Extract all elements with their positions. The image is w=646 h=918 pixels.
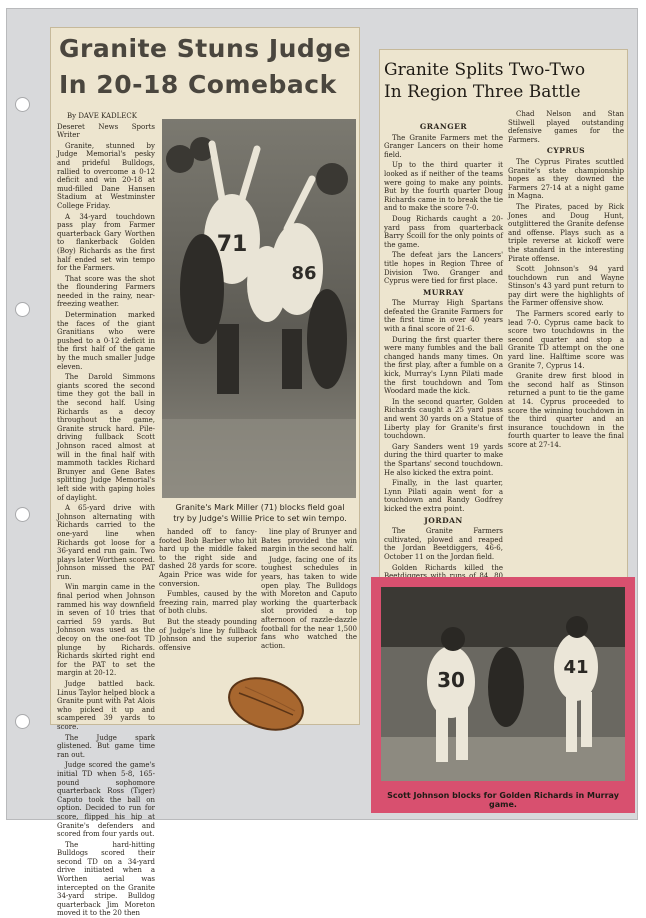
photo-caption — [162, 502, 358, 524]
paragraph: Fumbles, caused by the freezing rain, marred play of both clubs. — [159, 590, 257, 616]
article-column-1 — [57, 112, 156, 918]
article-column-2-body — [508, 110, 624, 450]
article-clipping-granite-splits — [379, 49, 628, 579]
scrapbook-page — [6, 8, 638, 918]
paragraph: The Pirates, paced by Rick Jones and Doug Hunt, outglittered the Granite defense and offense. Plays such as a triple reverse at kickoff were the standard in the interesting Pirate offense. — [508, 202, 624, 263]
photo-caption-line-2: try by Judge's Willie Price to set win tempo. — [173, 514, 347, 523]
svg-text:41: 41 — [563, 657, 589, 678]
section-heading: CYPRUS — [546, 146, 586, 156]
article-column-1-body — [57, 142, 155, 918]
paragraph: Up to the third quarter it looked as if neither of the teams were going to make any points. But by the fourth quarter Doug Richards came in to break the tie and to make the score 7-0. — [384, 161, 503, 213]
paragraph: line play of Brunyer and Bates provided the win margin in the second half. — [261, 528, 357, 554]
binder-hole — [15, 507, 30, 522]
headline-line-1: Granite Stuns Judge — [59, 34, 352, 63]
paragraph: A 34-yard touchdown pass play from Farmer quarterback Gary Worthen to flankerback Golden (Boy) Richards as the first half ended set win tempo for the Farmers. — [57, 212, 155, 273]
paragraph: Judge scored the game's initial TD when 5-8, 165-pound sophomore quarterback Ross (Tiger) Caputo took the ball on option. Decided to run for score, flipped his hip at Granite's defenders and scored from four yards out. — [57, 761, 155, 839]
section-heading: GRANGER — [419, 122, 468, 131]
headline-line-1: Granite Splits Two-Two — [384, 60, 586, 80]
football-icon — [225, 673, 307, 735]
photo-caption: Scott Johnson blocks for Golden Richards in Murray game. — [387, 791, 619, 809]
article-column-3 — [261, 528, 357, 650]
photo-mat — [371, 577, 635, 813]
paragraph: Gary Sanders went 19 yards during the third quarter to make the Spartans' second touchdown. He also kicked the extra point. — [384, 442, 503, 477]
binder-hole — [15, 97, 30, 112]
article-column-2 — [508, 110, 624, 449]
section-heading: JORDAN — [424, 515, 463, 525]
svg-text:30: 30 — [437, 668, 465, 692]
paragraph: Scott Johnson's 94 yard touchdown run and Wayne Stinson's 43 yard punt return to pay dirt were the highlights of the Farmer offensive show. — [508, 265, 624, 308]
paragraph: Win margin came in the final period when Johnson rammed his way downfield in seven of 10 tries that carried 59 yards. But Johnson was used as the decoy on the one-foot TD plunge by Richards. Richards skirted right end for the PAT to set the margin at 20-12. — [57, 583, 155, 678]
paragraph: The Granite Farmers met the Granger Lancers on their home field. — [384, 133, 503, 159]
paragraph: The defeat jars the Lancers' title hopes in Region Three of Division Two. Granger and Cyprus were tied for first place. — [384, 251, 503, 286]
paragraph: The Judge spark glistened. But game time ran out. — [57, 733, 155, 759]
paragraph: Granite, stunned by Judge Memorial's pesky and prideful Bulldogs, rallied to overcome a 0-12 deficit and win 20-18 at mud-filled Dane Hansen Stadium at Westminster College Friday. — [57, 141, 155, 210]
football-sticker — [225, 673, 307, 735]
article-column-2 — [159, 528, 257, 652]
paragraph: The Murray High Spartans defeated the Granite Farmers for the first time in over 40 years with a final score of 21-6. — [384, 299, 503, 334]
article-clipping-granite-stuns-judge — [50, 27, 360, 918]
paragraph: Golden Richards killed the — [392, 563, 503, 572]
binder-hole — [15, 714, 30, 729]
headline-line-2: In 20-18 Comeback — [59, 70, 337, 99]
article-column-3-body — [261, 528, 357, 650]
paragraph: The Granite Farmers cultivated, plowed and reaped the Jordan Beetdiggers, 46-6, October 11 on the Jordan field. — [384, 527, 503, 561]
paragraph: The Darold Simmons giants scored the second time they got the ball in the second half. Using Richards as a decoy throughout the game, Granite struck hard. Pile-driving fullback Scott Johnson raced almost at will in the final half with mammoth tackles Richard Brunyer and Gene Bates splitting Judge Memorial's left side with gaping holes of daylight. — [57, 373, 155, 502]
paragraph: A 65-yard drive with Johnson alternating with Richards carried to the one-yard line when Richards got loose for a 36-yard end run gain. Two plays later Worthen scored. Johnson missed the PAT run. — [57, 504, 156, 581]
headline-line-2: In Region Three Battle — [384, 82, 581, 102]
paragraph: Doug Richards caught a 20-yard pass from quarterback Barry Scoill for the only points of the game. — [384, 214, 503, 249]
svg-text:71: 71 — [216, 232, 248, 257]
photo-caption-line-1: Granite's Mark Miller (71) blocks field goal — [175, 503, 345, 512]
article-column-1 — [384, 120, 503, 575]
paragraph: That score was the shot the floundering Farmers needed in the rainy, near-freezing weather. — [57, 274, 155, 309]
paragraph: The Cyprus Pirates scuttled Granite's state championship hopes as they downed the Farmers 27-14 at a night game in Magna. — [508, 157, 624, 201]
paragraph: handed off to fancy-footed Bob Barber who hit hard up the middle faked to the right side and dashed 28 yards for score. Again Price was wide for conversion. — [159, 528, 257, 588]
photo-field-goal-block — [162, 119, 356, 498]
paragraph: But the steady pounding of Judge's line by fullback Johnson and the superior offensive — [159, 617, 257, 652]
football-photo-murray-game — [381, 587, 625, 781]
svg-text:86: 86 — [291, 263, 317, 284]
byline-credit: Deseret News Sports Writer — [57, 122, 155, 140]
paragraph: Chad Nelson and Stan Stilwell played outstanding defensive games for the Farmers. — [508, 110, 624, 144]
section-heading: MURRAY — [422, 287, 465, 297]
paragraph: Granite drew first blood in the second half as Stinson returned a punt to tie the game at 14. Cyprus proceeded to score the winning touchdown in the third quarter and an insurance touchdown in the fourth quarter to leave the final score at 27-14. — [508, 372, 624, 449]
byline: By DAVE KADLECK — [67, 112, 137, 120]
paragraph: The hard-hitting Bulldogs scored their second TD on a 34-yard drive initiated when a Worthen aerial was intercepted on the Granite 34-yard stripe. Bulldog quarterback Jim Moreton moved it to the 20 then — [57, 840, 155, 918]
paragraph: Judge battled back. Linus Taylor helped block a Granite punt with Pat Alois who picked it up and scampered 39 yards to score. — [57, 680, 155, 731]
article-column-2-body — [159, 528, 257, 652]
binder-hole — [15, 302, 30, 317]
paragraph: Determination marked the faces of the giant Granitians who were pushed to a 0-12 deficit in the first half of the game by the much smaller Judge eleven. — [57, 311, 155, 371]
paragraph: Finally, in the last quarter, Lynn Pilati again went for a touchdown and Randy Godfrey kicked the extra point. — [384, 479, 503, 513]
football-action-photo — [162, 119, 356, 498]
paragraph: The Farmers scored early to lead 7-0. Cyprus came back to score two touchdowns in the second quarter and stop a Granite TD attempt on the one yard line. Halftime score was Granite 7, Cyprus 14. — [508, 310, 624, 370]
photo-running-play — [381, 587, 625, 781]
paragraph: In the second quarter, Golden Richards caught a 25 yard pass and went 30 yards on a Statue of Liberty play for Granite's first touchdown. — [384, 397, 503, 441]
paragraph: During the first quarter there were many fumbles and the ball changed hands many times. On the first play, after a fumble on a kick, Murray's Lynn Pilati made the first touchdown and Tom Woodard made the kick. — [384, 335, 503, 396]
paragraph: Judge, facing one of its toughest schedules in years, has taken to wide open play. The Bulldogs with Moreton and Caputo working the quarterback slot provided a top afternoon of razzle-dazzle football for the near 1,500 fans who watched the action. — [261, 555, 357, 650]
